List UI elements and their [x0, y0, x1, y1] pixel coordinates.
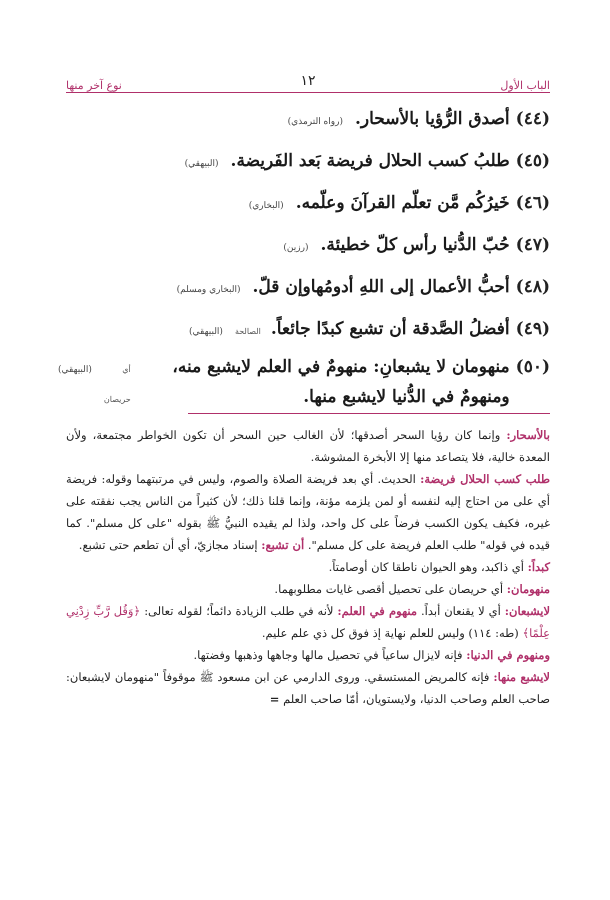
hadith-number: (٤٩): [515, 319, 550, 339]
hadith-text: خَيرُكُم مَّن تعلّم القرآنَ وعلّمه.: [295, 193, 510, 213]
running-header: [66, 70, 550, 93]
hadith-item: [58, 268, 550, 310]
commentary: [66, 424, 550, 710]
commentary-paragraph: [66, 600, 550, 644]
commentary-term: لايشبعان:: [504, 604, 551, 618]
commentary-text: أي لا يقنعان أبداً.: [420, 604, 501, 618]
commentary-term: بالأسحار:: [506, 428, 550, 442]
page-number: ١٢: [300, 73, 316, 89]
commentary-text: الحديث. أي بعد فريضة الصلاة والصوم، وليس في مرتبتهما وقوله: فريضة أي على من احتاج إليه لنفسه أو لمن يلزمه مؤنة، وإنما قلنا ذلك؛ لأن كثيراً من الناس يجب نفقته على غيره، فكيف يكون الكسب فرضاً على كل واحد، ولذا لم يقيده النبيُّ ﷺ بقوله "على كل مسلم". كما قيده في قوله" طلب العلم فريضة على كل مسلم".: [66, 472, 550, 552]
commentary-text: فإنه كالمريض المستسقي. وروى الدارمي عن ابن مسعود ﷺ موقوفاً "منهومان لايشبعان: صاحب العلم وصاحب الدنيا، ولايستويان، أمّا صاحب العلم: [66, 670, 550, 706]
hadith-number: (٤٥): [515, 151, 550, 171]
commentary-term: أن تشبع:: [261, 538, 305, 552]
commentary-paragraph: [66, 666, 550, 710]
commentary-term: منهوم في العلم:: [337, 604, 418, 618]
hadith-source: (البخاري ومسلم): [176, 285, 241, 295]
commentary-text: فإنه لايزال ساعياً في تحصيل مالها وجاهها وذهبها وفضتها.: [193, 648, 463, 662]
commentary-paragraph: [66, 424, 550, 468]
commentary-term: طلب كسب الحلال فريضة:: [420, 472, 551, 486]
commentary-paragraph: [66, 644, 550, 666]
hadith-source: (البيهقي): [58, 365, 92, 375]
gloss-note: الصالحة: [234, 327, 261, 336]
hadith-source: (رواه الترمذي): [287, 117, 343, 127]
chapter-title: الباب الأول: [500, 79, 550, 92]
hadith-item: [58, 100, 550, 142]
hadith-text: أحبُّ الأعمال إلى اللهِ أدومُهاوإن قلّ.: [252, 277, 510, 297]
gloss-note: أي حريصان: [103, 365, 131, 404]
hadith-source: (البخاري): [248, 201, 284, 211]
hadith-item: [58, 310, 550, 352]
hadith-number: (٤٨): [515, 277, 550, 297]
commentary-paragraph: [66, 468, 550, 556]
hadith-text: طلبُ كسب الحلال فريضة بَعد الفَريضة.: [230, 151, 510, 171]
hadith-number: (٤٦): [515, 193, 550, 213]
hadith-list: [58, 100, 550, 415]
hadith-text: أفضلُ الصَّدقة أن تشبع كبدًا جائعاً.: [270, 319, 510, 339]
continuation-mark: =: [269, 692, 280, 706]
hadith-source: (البيهقي): [184, 159, 219, 169]
commentary-text: أي حريصان على تحصيل أقصى غايات مطلوبهما.: [274, 582, 504, 596]
commentary-term: منهومان:: [506, 582, 550, 596]
hadith-source: (رزين): [283, 243, 309, 253]
commentary-text: إسناد مجازيّ، أي أن تطعم حتى تشبع.: [78, 538, 258, 552]
commentary-text: لأنه في طلب الزيادة دائماً؛ لقوله تعالى:: [144, 604, 334, 618]
commentary-text: (طه: ١١٤) وليس للعلم نهاية إذ فوق كل ذي علم عليم.: [261, 626, 519, 640]
hadith-item: [58, 184, 550, 226]
commentary-term: لايشبع منها:: [493, 670, 550, 684]
hadith-text: منهومان لا يشبعانِ: منهومٌ في العلم لايشبع منه، ومنهومٌ في الدُّنيا لايشبع منها.: [172, 357, 510, 407]
section-divider: [188, 413, 550, 414]
hadith-number: (٤٧): [515, 235, 550, 255]
hadith-source: (البيهقي): [189, 327, 223, 337]
commentary-paragraph: [66, 578, 550, 600]
hadith-text: أصدق الرُّؤيا بالأسحار.: [354, 109, 510, 129]
hadith-item: [58, 352, 550, 415]
commentary-paragraph: [66, 556, 550, 578]
hadith-text: حُبّ الدُّنيا رأس كلّ خطيئة.: [320, 235, 510, 255]
commentary-term: ومنهوم في الدنيا:: [466, 648, 550, 662]
hadith-number: (٥٠): [515, 357, 550, 377]
commentary-term: كبداً:: [527, 560, 550, 574]
hadith-item: [58, 226, 550, 268]
commentary-text: أي ذاكبد، وهو الحيوان ناطقا كان أوصامتاً.: [328, 560, 524, 574]
hadith-number: (٤٤): [515, 109, 550, 129]
commentary-text: وإنما كان رؤيا السحر أصدقها؛ لأن الغالب حين السحر أن تكون الخواطر مجتمعة، ولأن المعدة خالية، فلا يتصاعد منها إلا الأبخرة المشوشة.: [66, 428, 550, 464]
hadith-item: [58, 142, 550, 184]
section-title: نوع آخر منها: [66, 79, 122, 92]
quran-quote: ﴿وَقُل رَّبِّ زِدْنِي عِلْمًا﴾: [66, 604, 550, 640]
